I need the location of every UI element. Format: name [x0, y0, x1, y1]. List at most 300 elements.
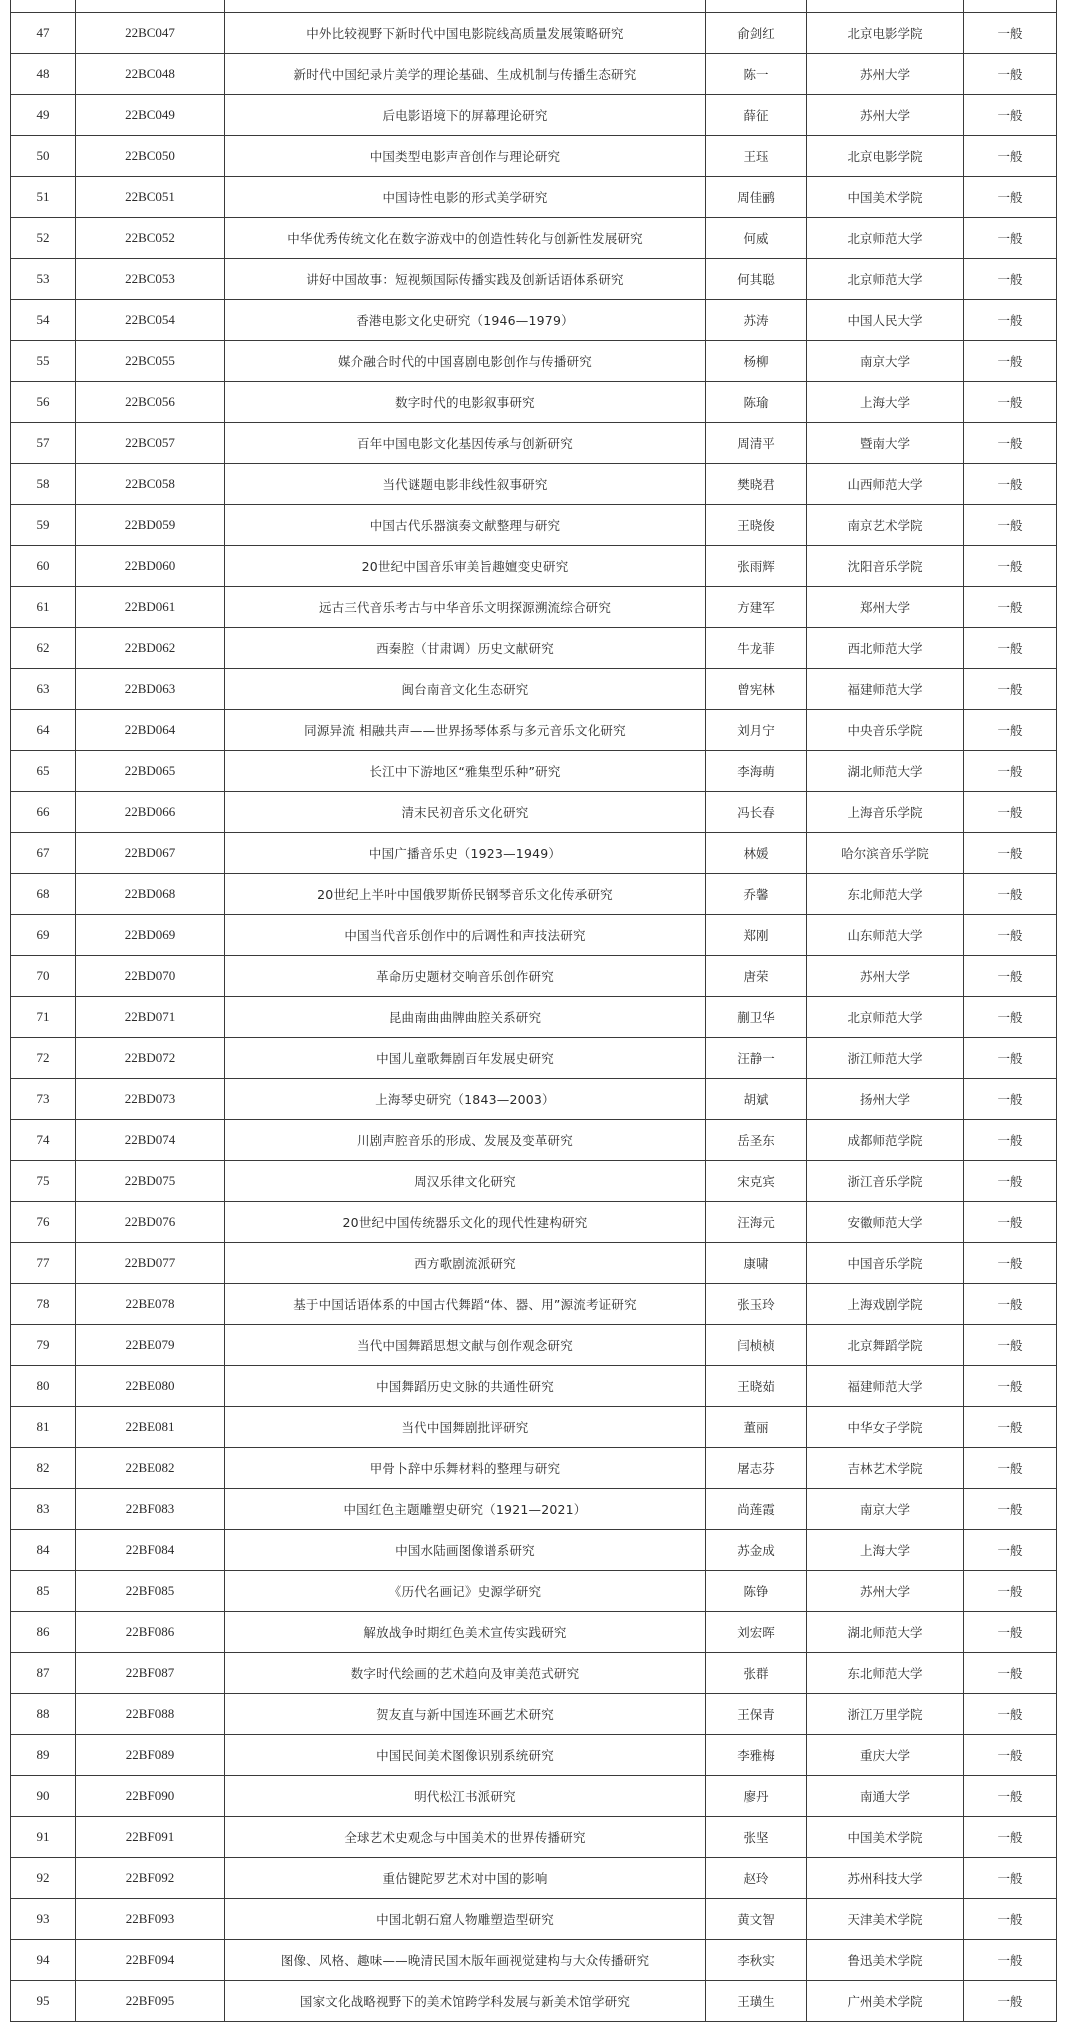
principal-investigator-cell [706, 1530, 807, 1571]
project-type: 一般 [997, 67, 1023, 82]
table-row [11, 751, 1057, 792]
institution-cell [807, 300, 964, 341]
row-number-cell [11, 1366, 76, 1407]
row-number-cell [11, 13, 76, 54]
row-number-cell [11, 1899, 76, 1940]
row-number: 50 [36, 148, 50, 163]
row-number: 78 [36, 1296, 50, 1311]
principal-investigator: 郑刚 [743, 928, 769, 943]
table-row [11, 95, 1057, 136]
project-code: 22BD060 [124, 558, 176, 573]
project-title-cell [225, 1571, 706, 1612]
project-type: 一般 [997, 1010, 1023, 1025]
project-title-cell [225, 1489, 706, 1530]
project-type-cell [964, 1325, 1057, 1366]
row-number: 62 [36, 640, 50, 655]
row-number: 83 [36, 1501, 50, 1516]
row-number: 88 [36, 1706, 50, 1721]
table-row [11, 1612, 1057, 1653]
project-type: 一般 [997, 518, 1023, 533]
principal-investigator-cell [706, 1940, 807, 1981]
project-code-cell [76, 751, 225, 792]
project-code: 22BE081 [125, 1419, 175, 1434]
institution-cell [807, 177, 964, 218]
project-title-cell [225, 1612, 706, 1653]
row-number: 89 [36, 1747, 50, 1762]
project-title-cell [225, 136, 706, 177]
institution: 郑州大学 [859, 600, 910, 615]
project-type-cell [964, 751, 1057, 792]
row-number: 73 [36, 1091, 50, 1106]
row-number-cell [11, 1284, 76, 1325]
principal-investigator: 刘月宁 [737, 723, 775, 738]
project-code-cell [76, 1407, 225, 1448]
institution-cell [807, 505, 964, 546]
principal-investigator-cell [706, 587, 807, 628]
project-code-cell [76, 710, 225, 751]
project-type: 一般 [997, 1051, 1023, 1066]
project-code-cell [76, 1284, 225, 1325]
project-type-cell [964, 1653, 1057, 1694]
principal-investigator: 周佳鹂 [737, 190, 775, 205]
institution-cell [807, 1243, 964, 1284]
project-type: 一般 [997, 1666, 1023, 1681]
row-number: 82 [36, 1460, 50, 1475]
table-row [11, 1325, 1057, 1366]
project-type-cell [964, 628, 1057, 669]
table-row-partial-top [11, 0, 1057, 13]
project-type-cell [964, 1571, 1057, 1612]
row-number: 54 [36, 312, 50, 327]
row-number: 68 [36, 886, 50, 901]
project-type-cell [964, 997, 1057, 1038]
project-title: 中华优秀传统文化在数字游戏中的创造性转化与创新性发展研究 [287, 231, 643, 246]
row-number-cell [11, 1653, 76, 1694]
row-number: 59 [36, 517, 50, 532]
project-title: 中国民间美术图像识别系统研究 [376, 1748, 554, 1763]
project-type: 一般 [997, 641, 1023, 656]
row-number: 75 [36, 1173, 50, 1188]
principal-investigator: 张坚 [743, 1830, 769, 1845]
institution-cell [807, 1079, 964, 1120]
project-type: 一般 [997, 1256, 1023, 1271]
principal-investigator: 赵玲 [743, 1871, 769, 1886]
principal-investigator: 何其聪 [737, 272, 775, 287]
project-title-cell [225, 341, 706, 382]
project-title-cell [225, 464, 706, 505]
institution: 东北师范大学 [847, 887, 923, 902]
project-type: 一般 [997, 1994, 1023, 2009]
principal-investigator: 樊晓君 [737, 477, 775, 492]
project-title-cell [225, 177, 706, 218]
principal-investigator-cell [706, 1981, 807, 2022]
row-number: 66 [36, 804, 50, 819]
principal-investigator-cell [706, 13, 807, 54]
project-type: 一般 [997, 887, 1023, 902]
project-code-cell [76, 546, 225, 587]
table-row [11, 423, 1057, 464]
project-code: 22BF083 [125, 1501, 175, 1516]
table-row [11, 1981, 1057, 2022]
row-number-cell [11, 1735, 76, 1776]
row-number-cell [11, 546, 76, 587]
principal-investigator-cell [706, 464, 807, 505]
table-row [11, 1366, 1057, 1407]
principal-investigator: 薛征 [743, 108, 769, 123]
project-type: 一般 [997, 1953, 1023, 1968]
principal-investigator: 张群 [743, 1666, 769, 1681]
project-type: 一般 [997, 1543, 1023, 1558]
principal-investigator: 董丽 [743, 1420, 769, 1435]
project-code-cell [76, 136, 225, 177]
project-title: 百年中国电影文化基因传承与创新研究 [357, 436, 573, 451]
institution: 浙江师范大学 [847, 1051, 923, 1066]
project-title: 基于中国话语体系的中国古代舞蹈“体、器、用”源流考证研究 [293, 1297, 637, 1312]
row-number: 91 [36, 1829, 50, 1844]
project-code: 22BC055 [125, 353, 175, 368]
project-type: 一般 [997, 1912, 1023, 1927]
principal-investigator: 陈一 [743, 67, 769, 82]
row-number: 53 [36, 271, 50, 286]
institution: 山东师范大学 [847, 928, 923, 943]
project-title: 国家文化战略视野下的美术馆跨学科发展与新美术馆学研究 [299, 1994, 631, 2009]
institution-cell [807, 1202, 964, 1243]
institution: 山西师范大学 [847, 477, 923, 492]
row-number-cell [11, 136, 76, 177]
project-title-cell [225, 1161, 706, 1202]
project-type: 一般 [997, 1379, 1023, 1394]
institution: 吉林艺术学院 [847, 1461, 923, 1476]
project-title-cell [225, 997, 706, 1038]
principal-investigator-cell [706, 751, 807, 792]
row-number-cell [11, 1940, 76, 1981]
institution: 广州美术学院 [847, 1994, 923, 2009]
institution-cell [807, 259, 964, 300]
project-code-cell [76, 54, 225, 95]
project-title-cell [225, 874, 706, 915]
project-title: 中国水陆画图像谱系研究 [395, 1543, 535, 1558]
project-type-cell [964, 1202, 1057, 1243]
institution: 哈尔滨音乐学院 [841, 846, 929, 861]
project-code-cell [76, 587, 225, 628]
project-title-cell [225, 587, 706, 628]
project-type-cell [964, 710, 1057, 751]
row-number: 67 [36, 845, 50, 860]
row-number: 57 [36, 435, 50, 450]
project-title: 讲好中国故事：短视频国际传播实践及创新话语体系研究 [306, 272, 624, 287]
project-title: 长江中下游地区“雅集型乐种”研究 [369, 764, 561, 779]
principal-investigator-cell [706, 710, 807, 751]
project-title-cell [225, 1858, 706, 1899]
institution-cell [807, 915, 964, 956]
table-row [11, 710, 1057, 751]
project-title-cell [225, 1981, 706, 2022]
project-code-cell [76, 1530, 225, 1571]
table-row [11, 13, 1057, 54]
project-title-cell [225, 669, 706, 710]
principal-investigator-cell [706, 1899, 807, 1940]
institution: 福建师范大学 [847, 682, 923, 697]
project-code-cell [76, 792, 225, 833]
institution-cell [807, 792, 964, 833]
principal-investigator-cell [706, 833, 807, 874]
institution-cell [807, 136, 964, 177]
institution-cell [807, 1530, 964, 1571]
project-title-cell [225, 1776, 706, 1817]
project-code: 22BF086 [125, 1624, 175, 1639]
row-number-cell [11, 1981, 76, 2022]
project-title-cell [225, 1079, 706, 1120]
table-row [11, 997, 1057, 1038]
project-list-table [10, 0, 1057, 2022]
row-number-cell [11, 95, 76, 136]
institution: 湖北师范大学 [847, 764, 923, 779]
row-number-cell [11, 300, 76, 341]
row-number: 58 [36, 476, 50, 491]
row-number: 81 [36, 1419, 50, 1434]
project-title-cell [225, 546, 706, 587]
institution-cell [807, 997, 964, 1038]
institution: 北京电影学院 [847, 26, 923, 41]
row-number-cell [11, 177, 76, 218]
project-type-cell [964, 546, 1057, 587]
institution: 上海音乐学院 [847, 805, 923, 820]
row-number-cell [11, 1858, 76, 1899]
project-title: 20世纪中国音乐审美旨趣嬗变史研究 [361, 559, 569, 574]
project-title: 川剧声腔音乐的形成、发展及变革研究 [357, 1133, 573, 1148]
principal-investigator: 曾宪林 [737, 682, 775, 697]
institution: 浙江万里学院 [847, 1707, 923, 1722]
institution-cell [807, 423, 964, 464]
project-code-cell [76, 1243, 225, 1284]
institution-cell [807, 464, 964, 505]
project-type-cell [964, 1530, 1057, 1571]
project-type: 一般 [997, 108, 1023, 123]
row-number-cell [11, 956, 76, 997]
row-number-cell [11, 382, 76, 423]
project-title: 周汉乐律文化研究 [414, 1174, 516, 1189]
project-code: 22BC047 [125, 25, 175, 40]
project-code-cell [76, 1817, 225, 1858]
institution-cell [807, 710, 964, 751]
project-type-cell [964, 1448, 1057, 1489]
project-title: 同源异流 相融共声——世界扬琴体系与多元音乐文化研究 [304, 723, 626, 738]
project-title-cell [225, 1284, 706, 1325]
project-code-cell [76, 1038, 225, 1079]
principal-investigator-cell [706, 1079, 807, 1120]
project-code-cell [76, 833, 225, 874]
project-title-cell [225, 1366, 706, 1407]
project-title: 新时代中国纪录片美学的理论基础、生成机制与传播生态研究 [293, 67, 637, 82]
principal-investigator-cell [706, 956, 807, 997]
table-row [11, 1448, 1057, 1489]
row-number-cell [11, 1407, 76, 1448]
principal-investigator: 黄文智 [737, 1912, 775, 1927]
project-code: 22BD071 [124, 1009, 176, 1024]
row-number-cell [11, 505, 76, 546]
institution: 北京师范大学 [847, 231, 923, 246]
project-type: 一般 [997, 1461, 1023, 1476]
project-title-cell [225, 423, 706, 464]
table-row [11, 382, 1057, 423]
institution-cell [807, 382, 964, 423]
project-code-cell [76, 505, 225, 546]
row-number: 52 [36, 230, 50, 245]
project-type-cell [964, 956, 1057, 997]
project-title: 当代中国舞剧批评研究 [401, 1420, 529, 1435]
project-title: 明代松江书派研究 [414, 1789, 516, 1804]
row-number: 92 [36, 1870, 50, 1885]
row-number-cell [11, 259, 76, 300]
project-code: 22BC050 [125, 148, 175, 163]
project-code: 22BC048 [125, 66, 175, 81]
project-title: 重估键陀罗艺术对中国的影响 [382, 1871, 548, 1886]
principal-investigator: 王珏 [743, 149, 769, 164]
row-number-cell [11, 587, 76, 628]
principal-investigator: 冯长春 [737, 805, 775, 820]
project-type: 一般 [997, 149, 1023, 164]
project-code-cell [76, 1694, 225, 1735]
principal-investigator: 屠志芬 [737, 1461, 775, 1476]
project-title-cell [225, 13, 706, 54]
project-title: 中国儿童歌舞剧百年发展史研究 [376, 1051, 554, 1066]
project-type: 一般 [997, 1338, 1023, 1353]
project-type-cell [964, 792, 1057, 833]
principal-investigator-cell [706, 1776, 807, 1817]
project-title-cell [225, 1120, 706, 1161]
project-type: 一般 [997, 1502, 1023, 1517]
row-number-cell [11, 751, 76, 792]
project-title: 当代谜题电影非线性叙事研究 [382, 477, 548, 492]
project-code-cell [76, 95, 225, 136]
project-code-cell [76, 1202, 225, 1243]
project-code: 22BF089 [125, 1747, 175, 1762]
principal-investigator: 周清平 [737, 436, 775, 451]
project-title-cell [225, 1202, 706, 1243]
row-number-cell [11, 1571, 76, 1612]
project-type: 一般 [997, 1707, 1023, 1722]
principal-investigator: 牛龙菲 [737, 641, 775, 656]
project-code: 22BD064 [124, 722, 176, 737]
project-title-cell [225, 710, 706, 751]
project-type: 一般 [997, 1789, 1023, 1804]
project-title-cell [225, 1694, 706, 1735]
project-code-cell [76, 1858, 225, 1899]
project-type: 一般 [997, 231, 1023, 246]
row-number: 69 [36, 927, 50, 942]
project-type-cell [964, 1407, 1057, 1448]
project-code: 22BD068 [124, 886, 176, 901]
table-row [11, 341, 1057, 382]
project-title: 中国当代音乐创作中的后调性和声技法研究 [344, 928, 586, 943]
project-type-cell [964, 669, 1057, 710]
project-code: 22BC057 [125, 435, 175, 450]
principal-investigator-cell [706, 1489, 807, 1530]
institution: 沈阳音乐学院 [847, 559, 923, 574]
project-code-cell [76, 1366, 225, 1407]
project-type: 一般 [997, 1830, 1023, 1845]
institution-cell [807, 1366, 964, 1407]
row-number-cell [11, 792, 76, 833]
project-title: 革命历史题材交响音乐创作研究 [376, 969, 554, 984]
project-title-cell [225, 1325, 706, 1366]
row-number-cell [11, 1448, 76, 1489]
table-row [11, 587, 1057, 628]
project-code-cell [76, 1899, 225, 1940]
institution-cell [807, 1735, 964, 1776]
project-title: 数字时代绘画的艺术趋向及审美范式研究 [350, 1666, 580, 1681]
principal-investigator-cell [706, 1735, 807, 1776]
row-number: 56 [36, 394, 50, 409]
project-code-cell [76, 1612, 225, 1653]
institution: 暨南大学 [859, 436, 910, 451]
principal-investigator: 刘宏晖 [737, 1625, 775, 1640]
table-row [11, 1571, 1057, 1612]
project-code: 22BC051 [125, 189, 175, 204]
institution: 苏州大学 [859, 67, 910, 82]
institution-cell [807, 1038, 964, 1079]
institution-cell [807, 1981, 964, 2022]
principal-investigator-cell [706, 1817, 807, 1858]
project-type: 一般 [997, 313, 1023, 328]
institution: 东北师范大学 [847, 1666, 923, 1681]
project-type-cell [964, 505, 1057, 546]
project-title-cell [225, 1735, 706, 1776]
project-code: 22BE082 [125, 1460, 175, 1475]
row-number-cell [11, 1120, 76, 1161]
row-number-cell [11, 1038, 76, 1079]
project-title: 中国舞蹈历史文脉的共通性研究 [376, 1379, 554, 1394]
project-code-cell [76, 218, 225, 259]
project-code: 22BC056 [125, 394, 175, 409]
project-code-cell [76, 1735, 225, 1776]
principal-investigator: 王保青 [737, 1707, 775, 1722]
principal-investigator: 廖丹 [743, 1789, 769, 1804]
project-title-cell [225, 1407, 706, 1448]
project-type: 一般 [997, 600, 1023, 615]
principal-investigator: 李雅梅 [737, 1748, 775, 1763]
principal-investigator: 张雨辉 [737, 559, 775, 574]
institution: 苏州大学 [859, 1584, 910, 1599]
principal-investigator: 陈铮 [743, 1584, 769, 1599]
institution-cell [807, 751, 964, 792]
institution: 上海戏剧学院 [847, 1297, 923, 1312]
principal-investigator-cell [706, 546, 807, 587]
table-row [11, 1202, 1057, 1243]
principal-investigator: 唐荣 [743, 969, 769, 984]
principal-investigator-cell [706, 259, 807, 300]
principal-investigator-cell [706, 1694, 807, 1735]
project-code-cell [76, 1571, 225, 1612]
principal-investigator-cell [706, 1448, 807, 1489]
principal-investigator: 苏金成 [737, 1543, 775, 1558]
project-code: 22BF088 [125, 1706, 175, 1721]
institution-cell [807, 546, 964, 587]
row-number: 65 [36, 763, 50, 778]
project-title: 中外比较视野下新时代中国电影院线高质量发展策略研究 [306, 26, 624, 41]
principal-investigator-cell [706, 177, 807, 218]
table-row [11, 1530, 1057, 1571]
row-number-cell [11, 915, 76, 956]
project-type-cell [964, 1161, 1057, 1202]
project-code-cell [76, 259, 225, 300]
project-code: 22BD062 [124, 640, 176, 655]
project-code: 22BE078 [125, 1296, 175, 1311]
project-code: 22BF092 [125, 1870, 175, 1885]
project-code: 22BD059 [124, 517, 176, 532]
institution-cell [807, 833, 964, 874]
row-number-cell [11, 628, 76, 669]
